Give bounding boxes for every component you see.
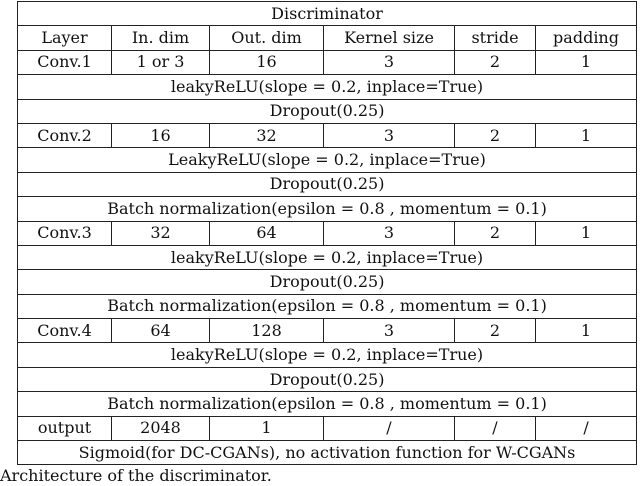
table-cell: Conv.4 <box>18 319 112 343</box>
operation-row <box>18 148 637 172</box>
table-cell: 2 <box>455 123 536 147</box>
operation-cell: Batch normalization(epsilon = 0.8 , momentum = 0.1) <box>18 294 637 318</box>
table-cell: 2 <box>455 221 536 245</box>
table-cell: output <box>18 416 112 440</box>
table-cell: 3 <box>324 123 455 147</box>
table-cell: 1 <box>536 50 637 74</box>
operation-row <box>18 343 637 367</box>
layer-row <box>18 123 637 147</box>
table-cell: / <box>324 416 455 440</box>
operation-cell: Dropout(0.25) <box>18 367 637 391</box>
discriminator-table <box>17 1 637 465</box>
table-cell: 64 <box>112 319 210 343</box>
header-cell: Out. dim <box>210 26 324 50</box>
layer-row <box>18 319 637 343</box>
header-cell: stride <box>455 26 536 50</box>
table-title: Discriminator <box>18 2 637 26</box>
operation-cell: Batch normalization(epsilon = 0.8 , momentum = 0.1) <box>18 197 637 221</box>
operation-row <box>18 99 637 123</box>
operation-row <box>18 441 637 465</box>
operation-row <box>18 294 637 318</box>
operation-row <box>18 270 637 294</box>
table-cell: 1 <box>536 221 637 245</box>
table-cell: / <box>536 416 637 440</box>
header-row <box>18 26 637 50</box>
header-cell: padding <box>536 26 637 50</box>
table-cell: 16 <box>210 50 324 74</box>
layer-row <box>18 416 637 440</box>
operation-cell: leakyReLU(slope = 0.2, inplace=True) <box>18 343 637 367</box>
table-cell: / <box>455 416 536 440</box>
table-cell: Conv.3 <box>18 221 112 245</box>
header-cell: In. dim <box>112 26 210 50</box>
table-cell: 3 <box>324 221 455 245</box>
operation-cell: Dropout(0.25) <box>18 270 637 294</box>
operation-row <box>18 75 637 99</box>
table-cell: 128 <box>210 319 324 343</box>
table-caption: Architecture of the discriminator. <box>0 466 272 485</box>
table-cell: 1 or 3 <box>112 50 210 74</box>
operation-row <box>18 367 637 391</box>
table-cell: 64 <box>210 221 324 245</box>
operation-cell: leakyReLU(slope = 0.2, inplace=True) <box>18 75 637 99</box>
table-cell: 2 <box>455 319 536 343</box>
operation-cell: leakyReLU(slope = 0.2, inplace=True) <box>18 245 637 269</box>
table-cell: 1 <box>210 416 324 440</box>
operation-cell: Sigmoid(for DC-CGANs), no activation function for W-CGANs <box>18 441 637 465</box>
table-cell: 16 <box>112 123 210 147</box>
operation-row <box>18 392 637 416</box>
operation-cell: Dropout(0.25) <box>18 99 637 123</box>
layer-row <box>18 50 637 74</box>
table-cell: 1 <box>536 123 637 147</box>
operation-cell: LeakyReLU(slope = 0.2, inplace=True) <box>18 148 637 172</box>
operation-cell: Batch normalization(epsilon = 0.8 , momentum = 0.1) <box>18 392 637 416</box>
header-cell: Layer <box>18 26 112 50</box>
table-cell: 3 <box>324 50 455 74</box>
table-cell: 2 <box>455 50 536 74</box>
operation-row <box>18 172 637 196</box>
table-cell: Conv.1 <box>18 50 112 74</box>
table-cell: 3 <box>324 319 455 343</box>
table-cell: 32 <box>210 123 324 147</box>
table-cell: 2048 <box>112 416 210 440</box>
operation-cell: Dropout(0.25) <box>18 172 637 196</box>
table-title-row <box>18 2 637 26</box>
table-cell: 1 <box>536 319 637 343</box>
operation-row <box>18 197 637 221</box>
operation-row <box>18 245 637 269</box>
header-cell: Kernel size <box>324 26 455 50</box>
table-cell: 32 <box>112 221 210 245</box>
layer-row <box>18 221 637 245</box>
table-cell: Conv.2 <box>18 123 112 147</box>
